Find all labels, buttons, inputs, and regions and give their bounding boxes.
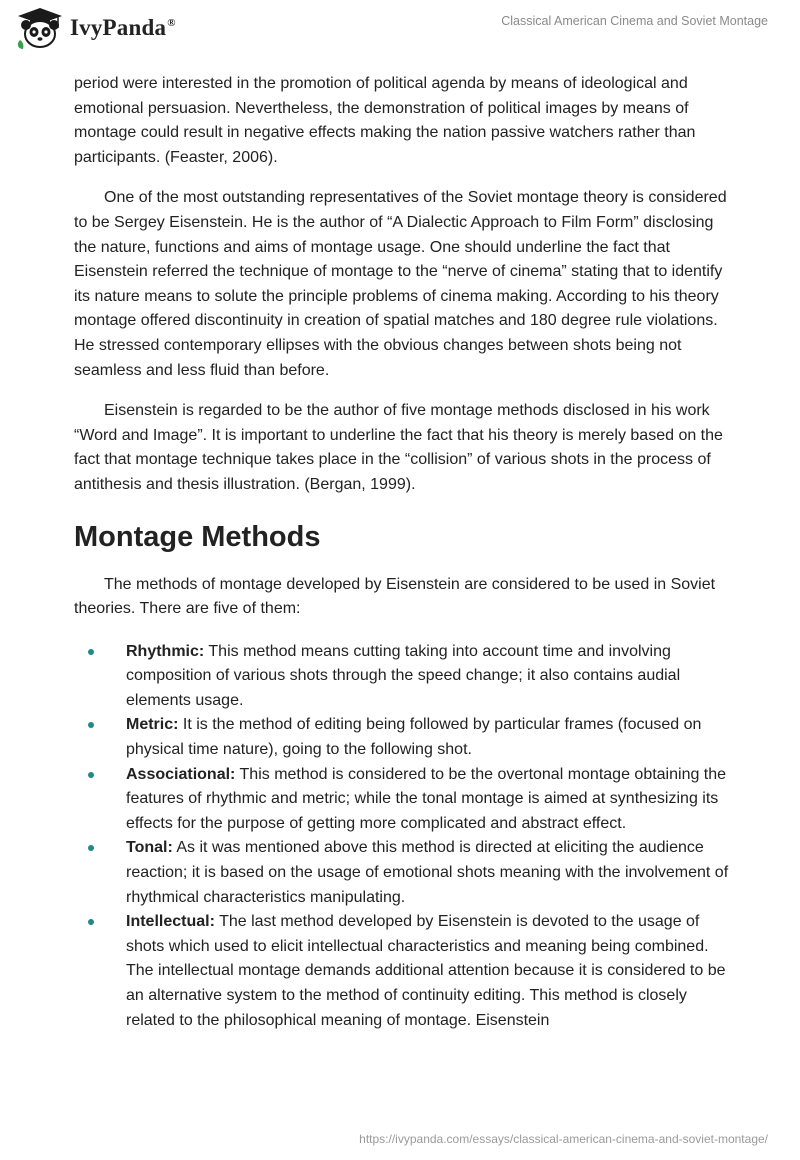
method-text: As it was mentioned above this method is directed at eliciting the audience reaction; it is based on the usage of emotional shots meaning with the involvement of rhythmical characteristics manipulating. <box>126 839 729 906</box>
method-text: This method means cutting taking into account time and involving composition of various shots through the speed change; it also contains audial elements usage. <box>126 642 681 709</box>
method-term: Tonal: <box>126 839 173 857</box>
paragraph: One of the most outstanding representatives of the Soviet montage theory is considered to be Sergey Eisenstein. He is the author of “A Dialectic Approach to Film Form” disclosing the nature, functions and aims of montage usage. One should underline the fact that Eisenstein referred the technique of montage to the “nerve of cinema” stating that to identify its nature means to solute the principle problems of cinema making. According to his theory montage offered discontinuity in creation of spatial matches and 180 degree rule violations. He stressed contemporary ellipses with the obvious changes between shots being not seamless and less fluid than before. <box>74 189 727 379</box>
paragraph: period were interested in the promotion of political agenda by means of ideological and emotional persuasion. Nevertheless, the demonstration of political images by means of montage could result in negative effects making the nation passive watchers rather than participants. (Feaster, 2006). <box>74 75 696 166</box>
method-text: The last method developed by Eisenstein is devoted to the usage of shots which used to elicit intellectual characteristics and meaning being combined. The intellectual montage demands additional attention because it is considered to be an alternative system to the method of continuity editing. This method is closely related to the philosophical meaning of montage. Eisenstein <box>126 913 726 1029</box>
method-term: Associational: <box>126 765 236 783</box>
bullet-icon <box>88 772 94 778</box>
ivypanda-logo[interactable] <box>14 6 176 50</box>
list-item <box>74 910 734 1033</box>
section-heading: Montage Methods <box>74 520 321 553</box>
bullet-icon <box>88 845 94 851</box>
method-text: This method is considered to be the overtonal montage obtaining the features of rhythmic and metric; while the tonal montage is aimed at synthesizing its effects for the purpose of getting more complicated and abstract effect. <box>126 765 727 832</box>
list-item <box>74 836 734 910</box>
brand-name: IvyPanda® <box>70 15 176 40</box>
method-term: Metric: <box>126 716 179 734</box>
document-title: Classical American Cinema and Soviet Montage <box>501 14 768 28</box>
paragraph: The methods of montage developed by Eisenstein are considered to be used in Soviet theories. There are five of them: <box>74 575 716 618</box>
bullet-icon <box>88 649 94 655</box>
methods-list <box>74 640 734 1034</box>
method-term: Intellectual: <box>126 913 215 931</box>
bullet-icon <box>88 722 94 728</box>
method-term: Rhythmic: <box>126 642 205 660</box>
list-item <box>74 763 734 837</box>
paragraph: Eisenstein is regarded to be the author of five montage methods disclosed in his work “Word and Image”. It is important to underline the fact that his theory is merely based on the fact that montage technique takes place in the “collision” of various shots in the process of antithesis and thesis illustration. (Bergan, 1999). <box>74 402 723 493</box>
list-item <box>74 713 734 762</box>
page-header <box>0 0 800 64</box>
method-text: It is the method of editing being followed by particular frames (focused on physical time nature), going to the following shot. <box>126 716 702 759</box>
panda-graduate-icon <box>14 6 66 50</box>
bullet-icon <box>88 919 94 925</box>
list-item <box>74 640 734 714</box>
essay-content <box>74 72 734 1033</box>
source-url[interactable]: https://ivypanda.com/essays/classical-american-cinema-and-soviet-montage/ <box>359 1132 768 1146</box>
